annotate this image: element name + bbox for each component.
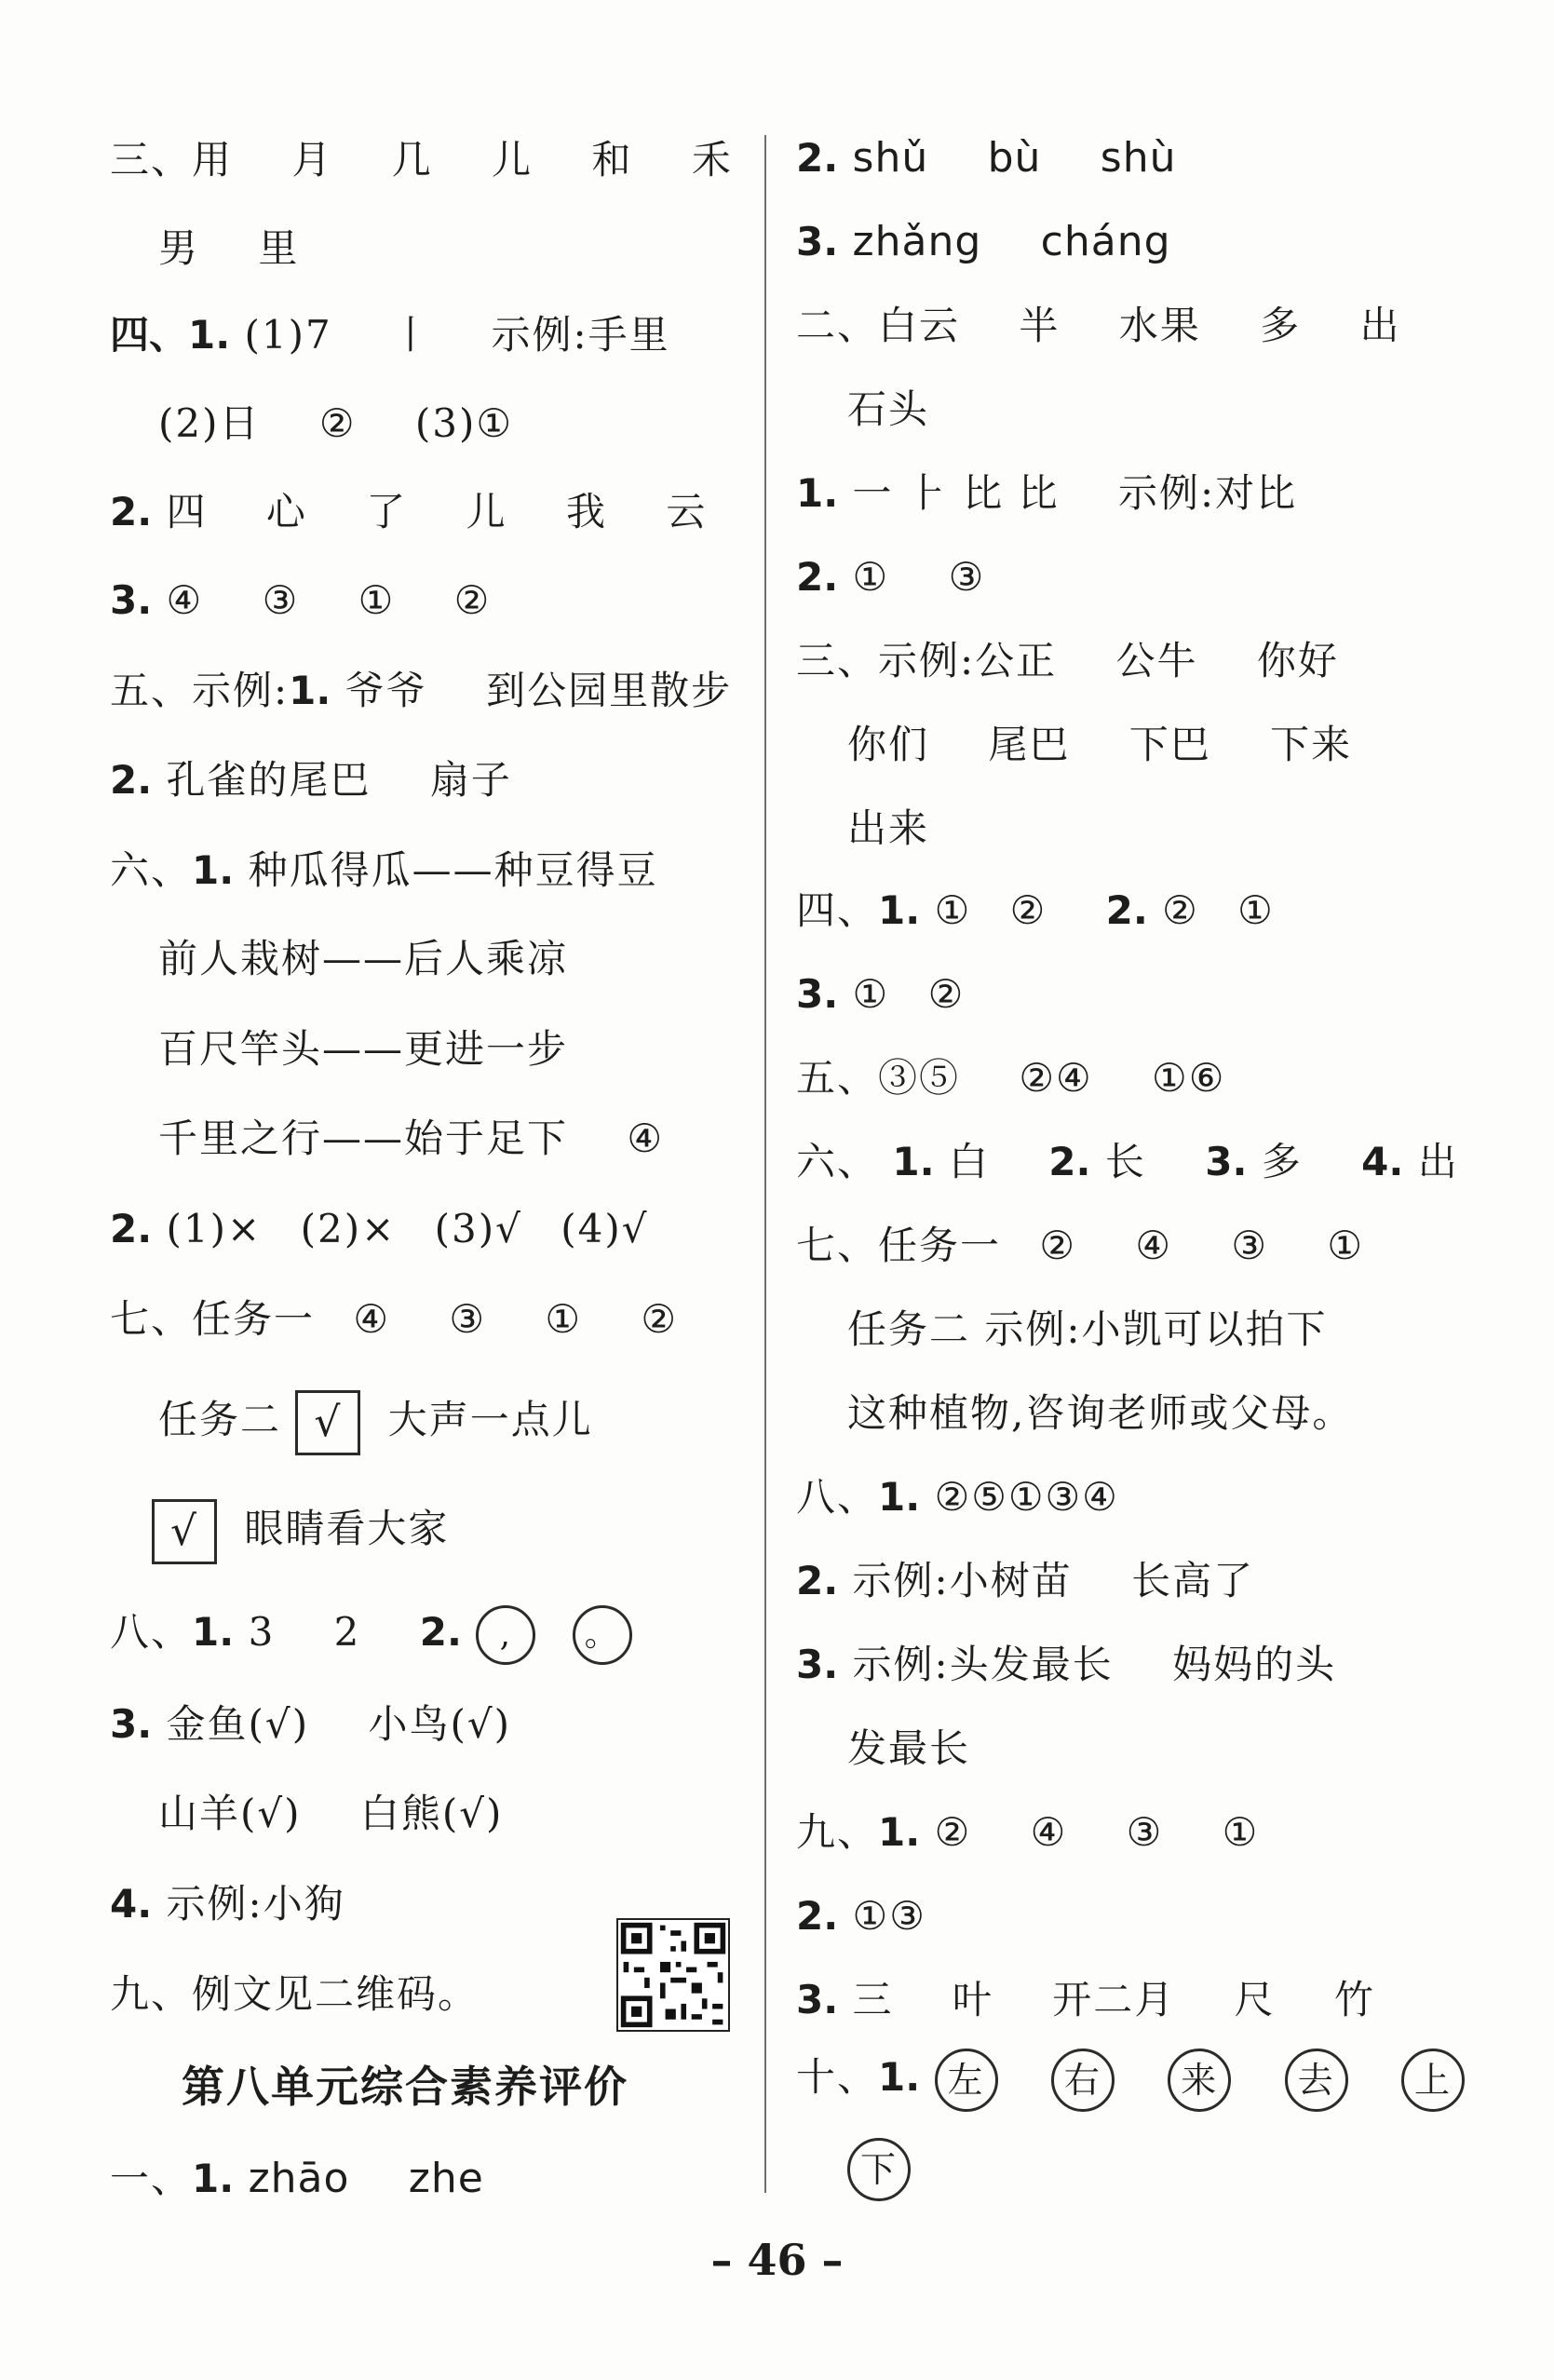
text: ② [934,1809,972,1855]
answer-line [110,1876,345,1932]
item-number: 4. [1361,1139,1404,1184]
text: 心 [265,489,307,534]
pinyin-text: zhe [408,2155,484,2202]
text: 儿 [492,137,534,183]
text: ③ [262,577,300,623]
text: ③ [1126,1809,1164,1855]
text: 儿 [466,489,507,534]
text: 3 [248,1609,276,1655]
circled-character: 下 [847,2138,911,2201]
answer-line [158,1390,593,1455]
answer-line [796,1134,1459,1190]
text: ① [358,577,396,623]
text: 眼睛看大家 [244,1506,450,1551]
answer-line [847,382,929,438]
text: 几 [391,137,433,183]
item-number: 2. [110,1206,153,1251]
answer-line [110,843,658,899]
answer-line [110,1604,655,1665]
text: (3)① [414,400,514,446]
text: 示例:小狗 [166,1881,345,1927]
text: 妈妈的头 [1172,1642,1337,1687]
text: 了 [366,489,408,534]
text: ④ [627,1116,665,1161]
text: 我 [566,489,608,534]
text: ①③ [852,1893,926,1939]
item-number: 3. [796,1642,839,1687]
text: ① [852,554,890,600]
text: 六、 [110,847,193,893]
text: 四、 [796,887,879,933]
answer-line [796,1805,1259,1860]
answer-line [796,130,1177,186]
text: ① [1327,1223,1365,1268]
text: 男 [158,225,200,271]
text: 二、白云 [796,303,961,348]
answer-line [796,1218,1364,1274]
section-heading: 第八单元综合素养评价 [182,2062,628,2112]
item-number: 3. [1205,1139,1248,1184]
item-number: 1. [192,847,235,893]
text: 多 [1261,1139,1303,1184]
text: (2)× [300,1206,397,1251]
text: 白 [948,1139,990,1184]
text: 示例:头发最长 [852,1642,1114,1687]
answer-line [158,931,568,987]
answer-line [796,2049,1504,2112]
text: 下巴 [1128,722,1211,767]
answer-line [847,1302,1328,1358]
text: 五、③⑤ [796,1055,961,1101]
circled-character: 来 [1168,2049,1231,2112]
text: 月 [291,137,333,183]
item-number: 4. [110,1881,153,1927]
pinyin-text: cháng [1040,218,1171,265]
text: 爷爷 [345,668,427,713]
text: 十、 [796,2054,879,2100]
text: 前人栽树——后人乘凉 [158,936,569,981]
text: 发最长 [847,1725,971,1771]
text: 种瓜得瓜——种豆得豆 [248,847,658,893]
text: 出来 [847,805,930,851]
text: 禾 [691,137,733,183]
answer-line [110,1291,678,1347]
answer-line [796,967,965,1022]
text: 里 [258,225,300,271]
answer-line [110,573,491,629]
pinyin-text: shǔ [852,134,929,182]
pinyin-text: shù [1100,134,1177,182]
circled-character: 上 [1401,2049,1465,2112]
item-number: 1. [892,1139,935,1184]
text: 孔雀的尾巴 [166,757,372,803]
answer-line [847,717,1352,773]
text: 你好 [1256,638,1339,683]
text: 七、任务一 [110,1296,316,1342]
item-number: 2. [1105,887,1148,933]
answer-line [796,633,1339,689]
item-number: 1. [192,2156,235,2201]
text: ② [1039,1223,1077,1268]
text: 八、 [796,1474,879,1520]
item-number: 3. [796,1977,839,2022]
text: 和 [591,137,633,183]
answer-line [847,1386,1353,1441]
checkbox-checked: √ [295,1390,360,1455]
text: ① [545,1296,583,1342]
answer-line [847,1721,970,1777]
text: 百尺竿头——更进一步 [158,1026,569,1072]
text: ② [453,577,492,623]
text: ① [934,887,972,933]
answer-line [110,663,732,719]
text: 尾巴 [988,722,1071,767]
answer-line [796,214,1171,270]
answer-line [796,883,1275,939]
item-number: 1. [878,1474,921,1520]
text: 五、示例: [110,668,290,713]
answer-line [796,1469,1119,1525]
answer-line [158,221,299,277]
answer-line [158,1786,503,1842]
item-number: 2. [796,1893,839,1939]
answer-line [796,298,1401,354]
circled-character: 左 [935,2049,998,2112]
text: 示例:小树苗 [852,1558,1073,1603]
answer-line [110,752,512,808]
text: 三、示例:公正 [796,638,1058,683]
item-number: 2. [796,135,839,181]
text: 到公园里散步 [486,668,733,713]
text: (3)√ [434,1206,522,1251]
answer-line [796,1637,1336,1693]
answer-line [796,1050,1225,1106]
answer-line [158,396,513,452]
text: ①⑥ [1152,1055,1226,1101]
answer-line [796,1888,926,1944]
item-number: 2. [796,1558,839,1603]
text: 任务二 示例:小凯可以拍下 [847,1306,1328,1352]
text: 半 [1019,303,1061,348]
answer-line [847,801,929,857]
text: 示例:对比 [1117,470,1298,516]
answer-line [158,1021,568,1077]
text: ② [1162,887,1199,933]
text: 开二月 [1052,1977,1176,2022]
pinyin-text: zhǎng [852,218,982,265]
text: 三、用 [110,137,234,183]
item-number: 2. [110,757,153,803]
text: ③ [1231,1223,1269,1268]
text: 扇子 [429,757,512,803]
item-number: 2. [796,554,839,600]
text: ④ [353,1296,391,1342]
answer-line [110,1967,479,2022]
pinyin-text: zhāo [248,2155,350,2202]
answer-line [110,1697,511,1752]
answer-line [110,132,733,188]
item-number: 1. [796,470,839,516]
text: 2 [333,1609,361,1655]
text: ③ [449,1296,487,1342]
answer-line [110,484,707,540]
text: ① [1222,1809,1260,1855]
text: 九、 [796,1809,879,1855]
text: ② [1009,887,1047,933]
item-number: 3. [796,219,839,264]
text: 竹 [1334,1977,1376,2022]
text: ② [927,971,966,1017]
column-divider [764,135,766,2193]
answer-line [796,549,985,605]
answer-line [796,466,1297,521]
text: ① [1237,887,1275,933]
page-number: – 46 – [710,2235,844,2285]
circled-character: 去 [1285,2049,1348,2112]
item-number: 3. [110,1701,153,1747]
item-number: 3. [110,577,153,623]
item-number: 1. [878,1809,921,1855]
answer-line [796,1553,1254,1609]
text: 六、 [796,1139,879,1184]
pinyin-text: bù [987,134,1042,182]
text: 大声一点儿 [387,1397,593,1442]
item-number: 3. [796,971,839,1017]
text: 九、例文见二维码。 [110,1971,480,2017]
text: (4)√ [561,1206,649,1251]
text: 水果 [1118,303,1201,348]
text: (1)× [166,1206,263,1251]
answer-line [152,1499,449,1564]
text: ① [852,971,890,1017]
text: 七、任务一 [796,1223,1002,1268]
punctuation-circle: 。 [573,1605,632,1665]
text: (2)日 [158,400,261,446]
text: 出 [1417,1139,1459,1184]
circled-character: 右 [1051,2049,1115,2112]
item-number: 2. [419,1609,462,1655]
text: 叶 [952,1977,993,2022]
text: 四 [166,489,208,534]
text: 小鸟(√) [368,1701,511,1747]
text: 一、 [110,2156,193,2201]
text: 石头 [847,386,930,432]
text: ④ [1030,1809,1068,1855]
text: 多 [1260,303,1302,348]
item-number: 2. [1048,1139,1091,1184]
item-number: 2. [110,489,153,534]
item-number: 1. [878,887,921,933]
answer-line [110,1201,649,1257]
text: 这种植物,咨询老师或父母。 [847,1390,1354,1436]
checkbox-checked: √ [152,1499,217,1564]
item-number: 1. [289,668,331,713]
answer-line [110,307,670,363]
item-number: 1. [878,2054,921,2100]
text: 长高了 [1131,1558,1255,1603]
answer-line [110,2151,484,2207]
answer-line [796,1972,1375,2028]
text: (1)7 [244,312,332,358]
text: 千里之行——始于足下 [158,1116,569,1161]
text: ④ [1135,1223,1173,1268]
text: 八、 [110,1609,193,1655]
text: 云 [666,489,708,534]
text: 丨 [391,312,433,358]
punctuation-circle: , [476,1605,535,1665]
text: 金鱼(√) [166,1701,310,1747]
qr-code-icon [616,1918,730,2032]
text: 出 [1359,303,1401,348]
text: ③ [948,554,986,600]
text: ②④ [1019,1055,1093,1101]
text: 长 [1104,1139,1146,1184]
text: 示例:手里 [491,312,670,358]
item-number: 1. [192,1609,235,1655]
item-number: 四、1. [110,312,231,358]
text: ② [641,1296,679,1342]
answer-line [847,2138,950,2201]
text: 你们 [847,722,930,767]
text: ② [318,400,357,446]
text: 尺 [1234,1977,1276,2022]
answer-line [158,1111,664,1167]
text: 下来 [1270,722,1353,767]
text: 山羊(√) [158,1791,302,1836]
text: 白熊(√) [359,1791,504,1836]
text: 三 [852,1977,894,2022]
text: 公牛 [1115,638,1198,683]
text: ④ [166,577,204,623]
text: ②⑤①③④ [934,1474,1119,1520]
text: 任务二 [158,1397,282,1442]
stroke-order: 一 ⺊ 比 比 [852,470,1060,516]
